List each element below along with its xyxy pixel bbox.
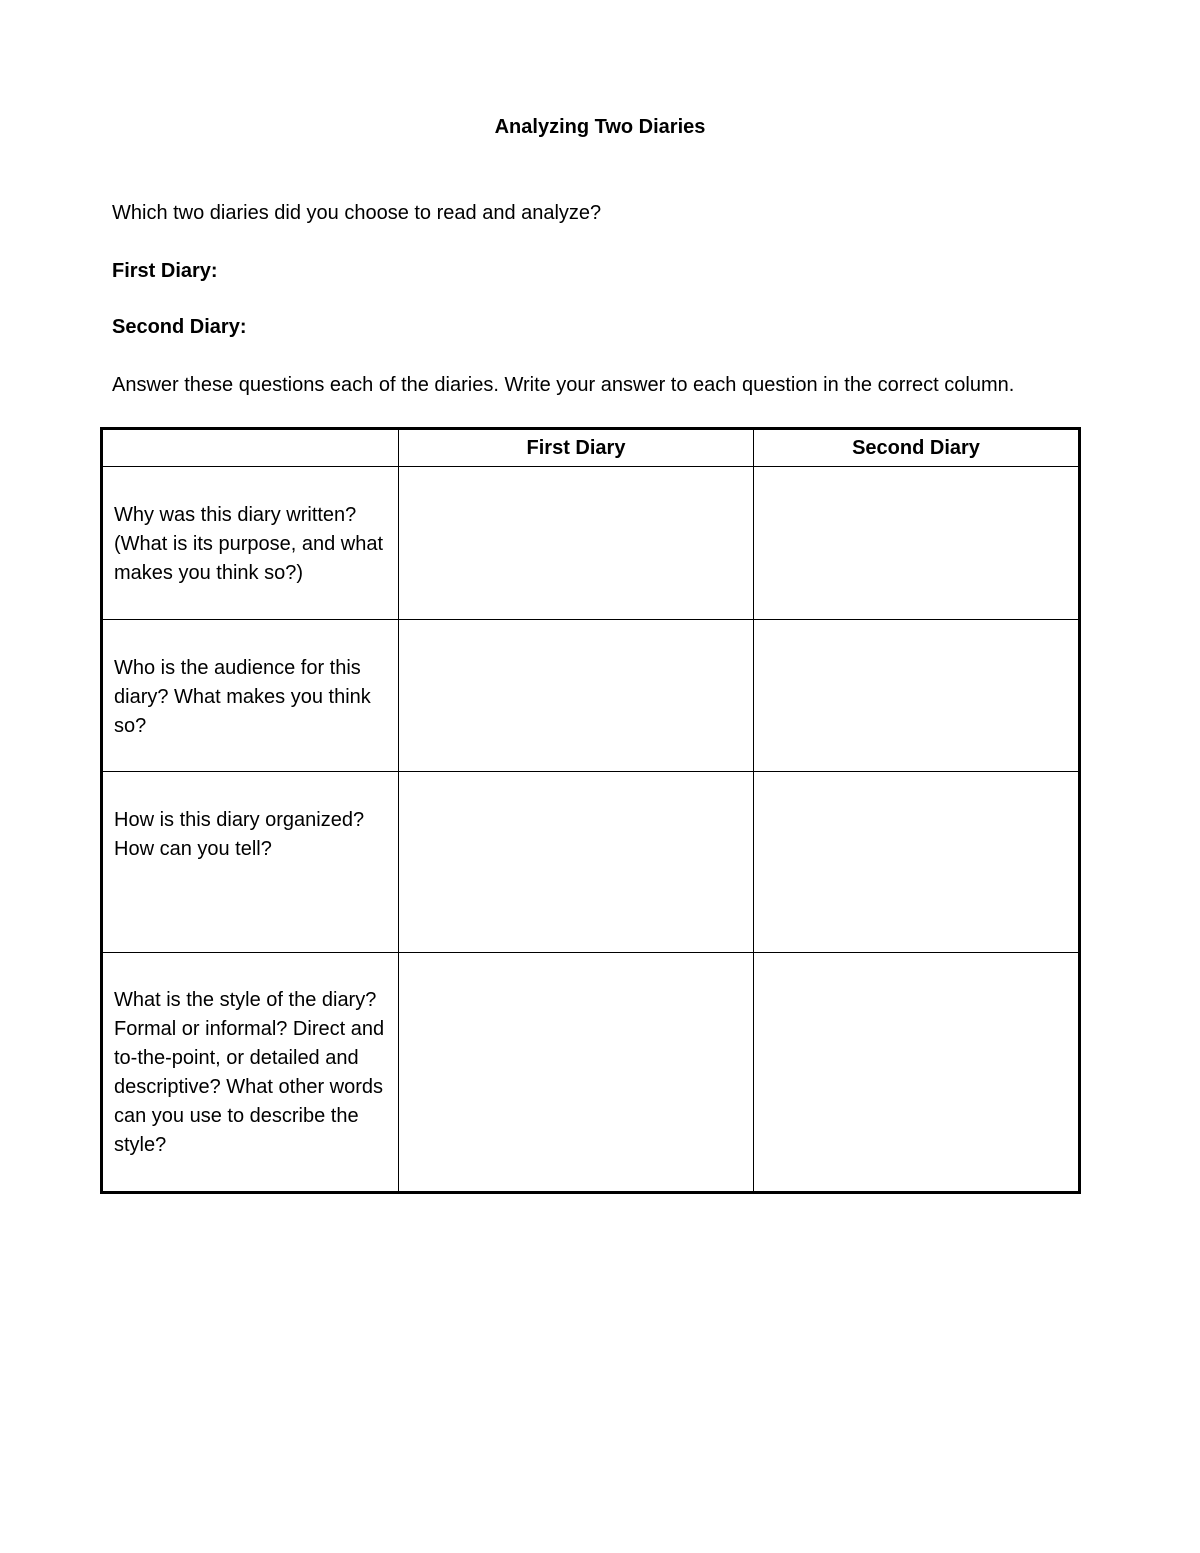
header-first-diary: First Diary <box>399 429 754 467</box>
answer-cell-second-diary[interactable] <box>754 620 1080 772</box>
first-diary-label: First Diary: <box>112 260 218 282</box>
header-question-column <box>102 429 399 467</box>
choose-diaries-question: Which two diaries did you choose to read and analyze? <box>112 202 602 224</box>
table-row <box>102 772 1080 953</box>
second-diary-label: Second Diary: <box>112 316 247 338</box>
table-row <box>102 953 1080 1193</box>
table-row <box>102 620 1080 772</box>
page-title: Analyzing Two Diaries <box>494 116 706 138</box>
question-cell-organization: How is this diary organized? How can you tell? <box>102 772 399 953</box>
table-row <box>102 467 1080 620</box>
question-cell-audience: Who is the audience for this diary? What makes you think so? <box>102 620 399 772</box>
header-second-diary: Second Diary <box>754 429 1080 467</box>
answer-cell-second-diary[interactable] <box>754 953 1080 1193</box>
answer-cell-first-diary[interactable] <box>399 620 754 772</box>
table-header-row <box>102 429 1080 467</box>
question-cell-purpose: Why was this diary written? (What is its purpose, and what makes you think so?) <box>102 467 399 620</box>
answer-cell-first-diary[interactable] <box>399 772 754 953</box>
answer-cell-first-diary[interactable] <box>399 467 754 620</box>
answer-cell-second-diary[interactable] <box>754 772 1080 953</box>
answer-cell-first-diary[interactable] <box>399 953 754 1193</box>
instructions: Answer these questions each of the diaries. Write your answer to each question in the correct column. <box>112 374 1015 396</box>
question-cell-style: What is the style of the diary? Formal or informal? Direct and to-the-point, or detailed and descriptive? What other words can you use to describe the style? <box>102 953 399 1193</box>
answer-cell-second-diary[interactable] <box>754 467 1080 620</box>
diary-analysis-table <box>100 427 1081 1194</box>
